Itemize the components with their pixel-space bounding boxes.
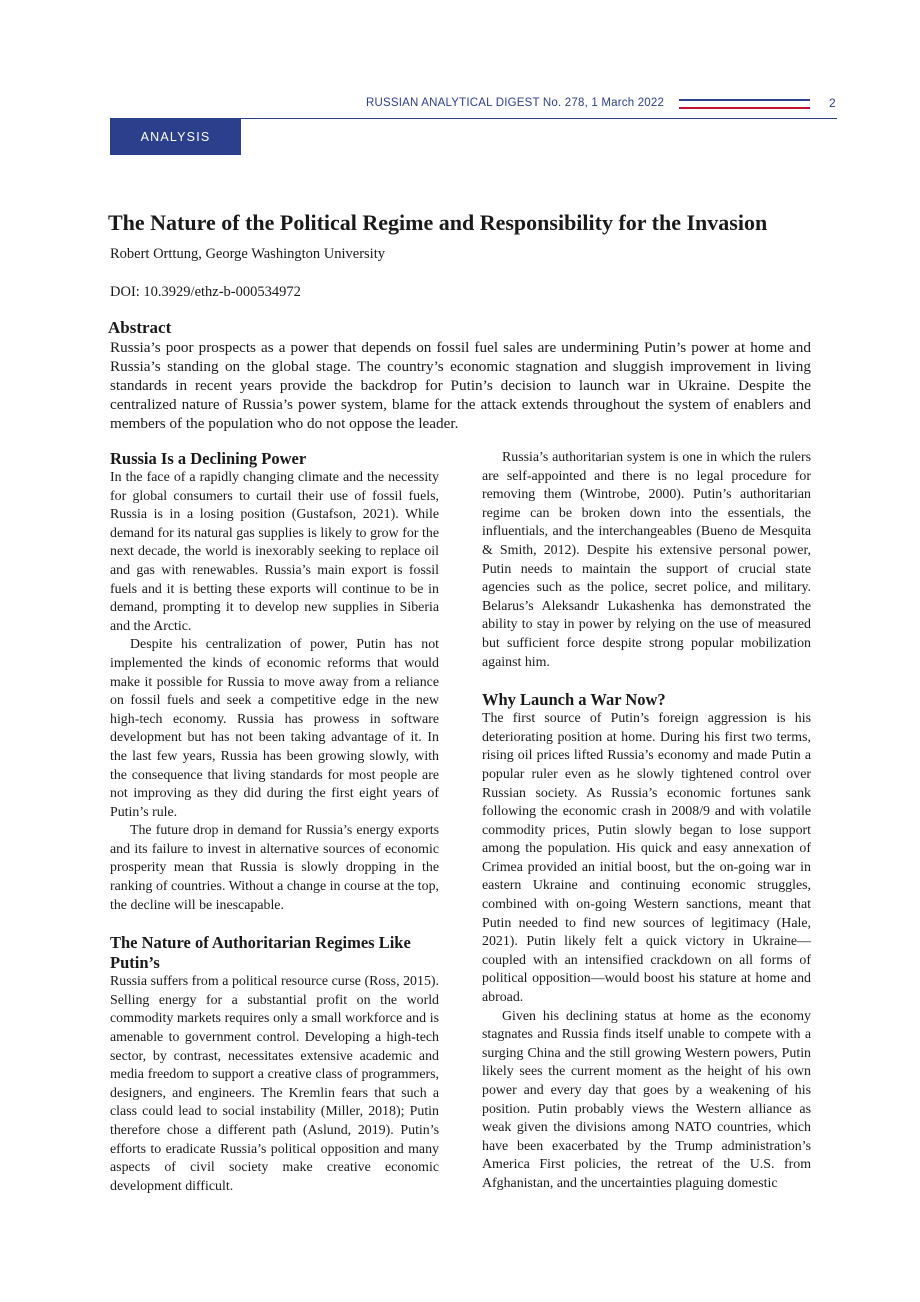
flag-stripe-blue [679,99,810,101]
paragraph: Given his declining status at home as the economy stagnates and Russia finds itself unable to compete with a surging China and the still growing Western powers, Putin likely sees the current moment as the height of his own power and every day that goes by a weakening of his position. Putin probably views the Western alliance as weak given the divisions among NATO countries, which have been exacerbated by the Trump administration’s America First policies, the retreat of the U.S. from Afghanistan, and the uncertainties plaguing domestic [482,1008,811,1191]
paragraph: Despite his centralization of power, Putin has not implemented the kinds of economic reforms that would make it possible for Russia to move away from a reliance on fossil fuels and seek a competitive edge in the new high-tech economy. Russia has prowess in software development but has not been taking advantage of it. In the last few years, Russia has been growing slowly, with the consequence that living standards for most people are not improving as they did during the first eight years of Putin’s rule. [110,637,439,820]
section-heading: Russia Is a Declining Power [110,449,307,468]
section-tab [110,119,241,155]
abstract-heading: Abstract [108,318,172,337]
paragraph: Russia suffers from a political resource curse (Ross, 2015). Selling energy for a substantial profit on the world commodity markets requires only a small workforce and is amenable to government control. Developing a high-tech sector, by contrast, necessitates extensive academic and media freedom to support a creative class of programmers, designers, and engineers. The Kremlin fears that such a class could lead to social instability (Miller, 2018); Putin therefore chose a different path (Aslund, 2019). Putin’s efforts to eradicate Russia’s political opposition and many aspects of civil society make creative economic development difficult. [110,974,439,1194]
flag-stripes [679,99,810,109]
section-label: ANALYSIS [140,130,211,144]
flag-stripe-white [679,103,810,105]
paragraph: The future drop in demand for Russia’s energy exports and its failure to invest in alternative sources of economic prosperity mean that Russia is slowly dropping in the ranking of countries. Without a change in course at the top, the decline will be inescapable. [110,823,439,913]
journal-title: RUSSIAN ANALYTICAL DIGEST No. 278, 1 March 2022 [366,97,665,109]
doi-line: DOI: 10.3929/ethz-b-000534972 [110,284,301,300]
left-column [110,449,439,1196]
flag-stripe-red [679,107,810,109]
section-heading: The Nature of Authoritarian Regimes Like Putin’s [110,933,411,973]
section-heading: Why Launch a War Now? [482,690,666,710]
article-title: The Nature of the Political Regime and Responsibility for the Invasion [108,210,768,235]
paragraph: Russia’s authoritarian system is one in which the rulers are self-appointed and there is no legal procedure for removing them (Wintrobe, 2000). Putin’s authoritarian regime can be broken down into the essentials, the influentials, and the interchangeables (Bueno de Mesquita & Smith, 2012). Despite his extensive personal power, Putin needs to maintain the support of crucial state agencies such as the police, secret police, and military. Belarus’s Aleksandr Lukashenka has demonstrated the ability to stay in power by relying on the use of measured but sufficient force despite strong popular mobilization against him. [482,450,811,670]
author-line: Robert Orttung, George Washington University [110,246,385,262]
paragraph: In the face of a rapidly changing climate and the necessity for global consumers to curtail their use of fossil fuels, Russia is in a losing position (Gustafson, 2021). While demand for its natural gas supplies is likely to grow for the next decade, the world is inexorably seeking to replace oil and gas with renewables. Russia’s main export is fossil fuels and it is betting these exports will continue to be in demand, prompting it to develop new supplies in Siberia and the Arctic. [110,470,439,634]
abstract-text: Russia’s poor prospects as a power that depends on fossil fuel sales are undermining Putin’s power at home and Russia’s standing on the global stage. The country’s economic stagnation and sluggish improvement in living standards in recent years provide the backdrop for Putin’s decision to launch war in Ukraine. Despite the centralized nature of Russia’s power system, blame for the attack extends throughout the system of enablers and members of the population who do not oppose the leader. [110,339,811,432]
right-column [482,449,811,1194]
paragraph: The first source of Putin’s foreign aggression is his deteriorating position at home. During his first two terms, rising oil prices lifted Russia’s economy and made Putin a popular ruler even as he slowly tightened control over Russian society. As Russia’s economic fortunes sank following the economic crash in 2008/9 and with volatile commodity prices, Putin slowly began to lose support among the population. His quick and easy annexation of Crimea provided an initial boost, but the on-going war in eastern Ukraine and continuing economic struggles, combined with on-going Western sanctions, meant that Putin needed to find new sources of legitimacy (Hale, 2021). Putin likely felt a quick victory in Ukraine—coupled with an intensified crackdown on all forms of political opposition—would boost his stature at home and abroad. [482,711,811,1006]
page-number: 2 [829,96,836,110]
